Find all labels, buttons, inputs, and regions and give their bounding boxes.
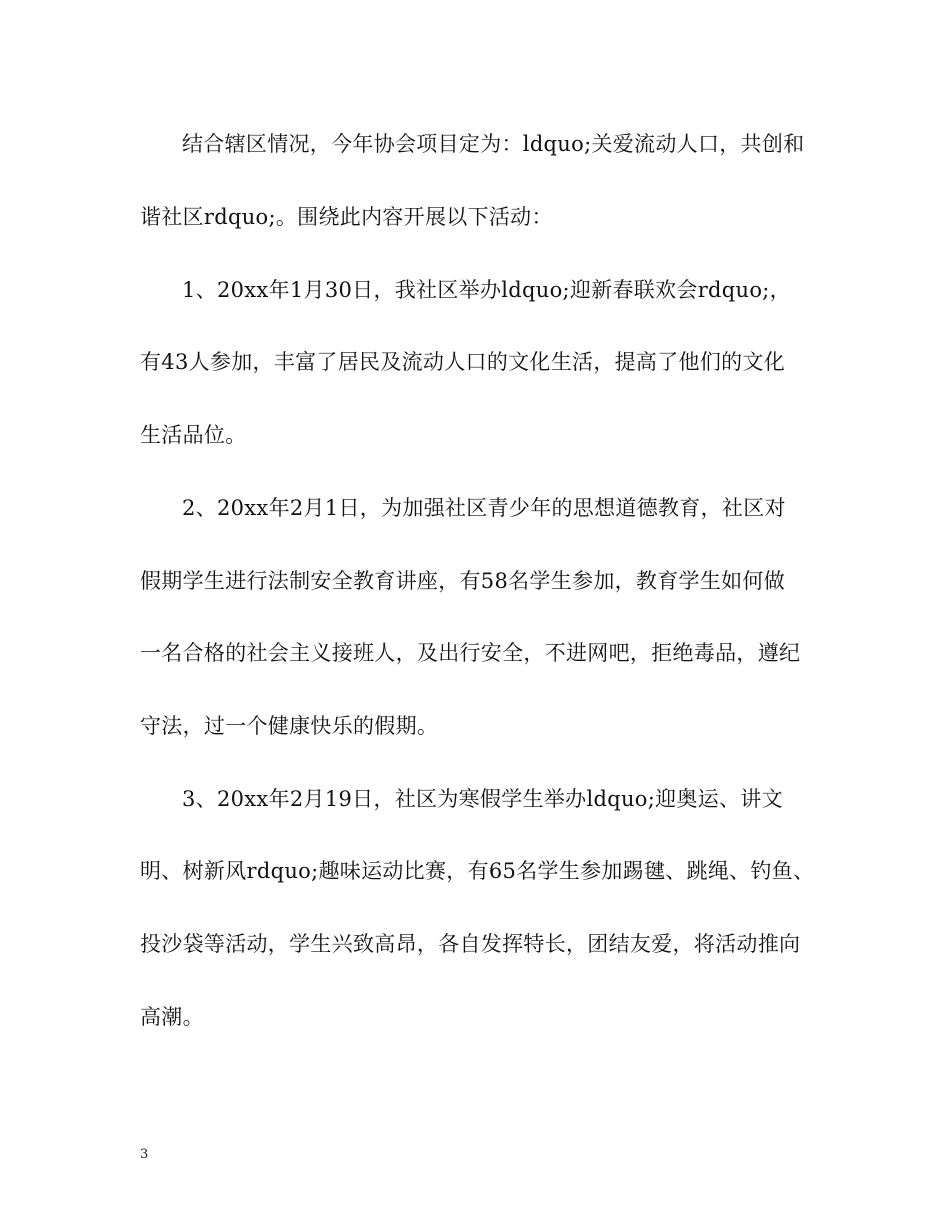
paragraph-line: 投沙袋等活动，学生兴致高昂，各自发挥特长，团结友爱，将活动推向 <box>140 932 801 956</box>
page-number: 3 <box>140 1147 149 1162</box>
paragraph-line: 守法，过一个健康快乐的假期。 <box>140 714 439 738</box>
paragraph-line: 谐社区rdquo;。围绕此内容开展以下活动： <box>140 205 553 229</box>
paragraph-line: 2、20xx年2月1日，为加强社区青少年的思想道德教育，社区对 <box>182 496 786 520</box>
paragraph-line: 假期学生进行法制安全教育讲座，有58名学生参加，教育学生如何做 <box>140 569 786 593</box>
paragraph-line: 生活品位。 <box>140 423 247 447</box>
paragraph-line: 结合辖区情况，今年协会项目定为：ldquo;关爱流动人口，共创和 <box>182 132 805 156</box>
paragraph-line: 明、树新风rdquo;趣味运动比赛，有65名学生参加踢毽、跳绳、钓鱼、 <box>140 859 815 883</box>
paragraph-line: 一名合格的社会主义接班人，及出行安全，不进网吧，拒绝毒品，遵纪 <box>140 641 801 665</box>
paragraph-line: 有43人参加，丰富了居民及流动人口的文化生活，提高了他们的文化 <box>140 350 786 374</box>
paragraph-line: 1、20xx年1月30日，我社区举办ldquo;迎新春联欢会rdquo;， <box>182 278 791 302</box>
paragraph-line: 3、20xx年2月19日，社区为寒假学生举办ldquo;迎奥运、讲文 <box>182 787 783 811</box>
paragraph-line: 高潮。 <box>140 1005 204 1029</box>
